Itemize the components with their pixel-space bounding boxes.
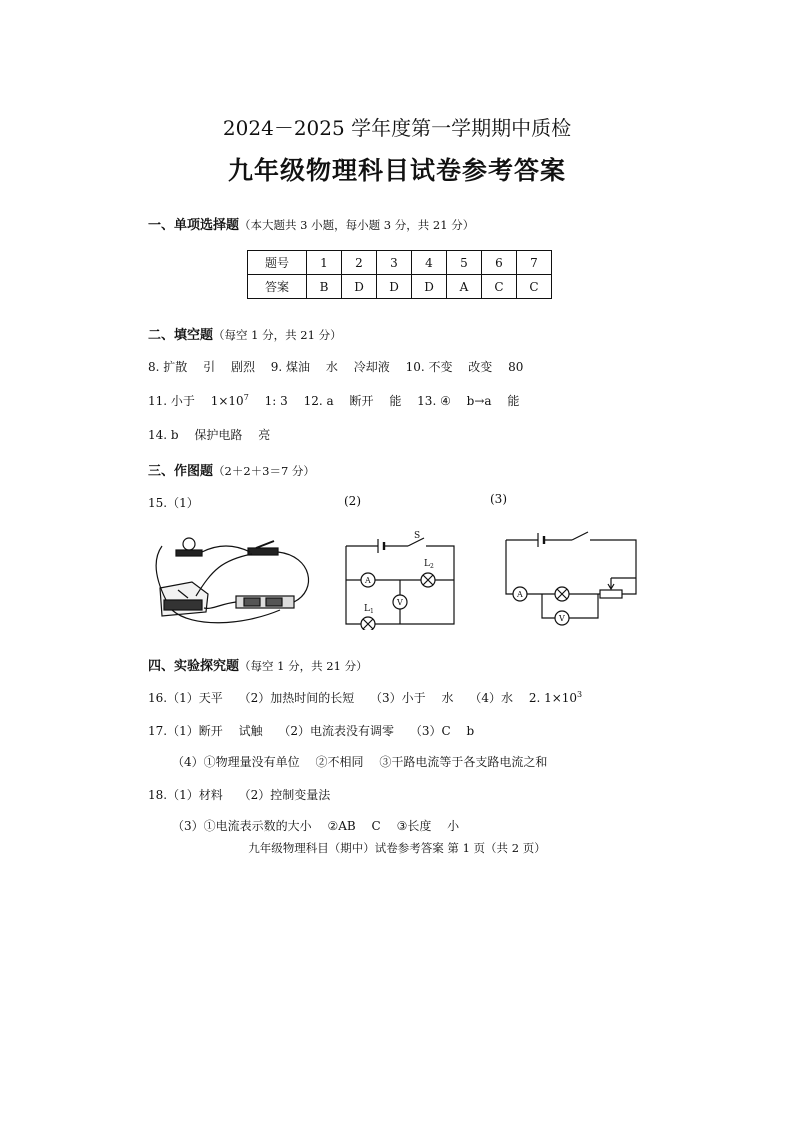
experiment-answer: C — [371, 819, 381, 833]
meter-terminals — [164, 600, 202, 610]
lamp-l1-letter: L — [364, 604, 370, 614]
section1-heading — [148, 214, 474, 233]
switch-blade — [572, 532, 588, 540]
table-row — [248, 251, 552, 275]
experiment-answer: ②不相同 — [315, 755, 364, 769]
fill-answer: 10. 不变 — [405, 360, 453, 374]
lamp-l1-label — [364, 604, 374, 615]
section1-note: （本大题共 3 小题，每小题 3 分，共 21 分） — [239, 218, 475, 232]
q18-line2 — [172, 817, 471, 834]
experiment-answer: 试触 — [238, 724, 263, 738]
experiment-answer: （4）水 — [469, 691, 513, 705]
experiment-answer: ③干路电流等于各支路电流之和 — [379, 755, 548, 769]
experiment-answer: 小 — [447, 819, 460, 833]
exam-period-title: 2024－2025 学年度第一学期期中质检 — [222, 116, 572, 140]
table-row-label: 题号 — [248, 251, 307, 275]
ammeter-label: A — [517, 590, 523, 599]
answer-cell: D — [412, 275, 447, 299]
experiment-answer: （2）控制变量法 — [238, 788, 331, 802]
sci-exponent: 3 — [577, 690, 583, 699]
wire — [196, 554, 252, 596]
sci-exponent: 7 — [243, 393, 249, 402]
experiment-answer: 18.（1）材料 — [148, 788, 223, 802]
fill-answers-line2 — [148, 392, 531, 409]
wire — [202, 546, 250, 552]
experiment-answer: ③长度 — [396, 819, 432, 833]
q18-line1 — [148, 786, 342, 803]
section2-note: （每空 1 分，共 21 分） — [213, 328, 342, 342]
q17-line1 — [148, 722, 486, 739]
circuit-diagram-2 — [338, 524, 466, 630]
battery-cell — [244, 598, 260, 606]
answer-cell: A — [447, 275, 482, 299]
table-row — [248, 275, 552, 299]
experiment-answer: （3）C — [409, 724, 451, 738]
fill-answer: 1: 3 — [264, 394, 288, 408]
experiment-answer: 17.（1）断开 — [148, 724, 223, 738]
voltmeter-label: V — [397, 598, 403, 607]
q17-line2 — [172, 753, 559, 770]
lamp-bulb-icon — [183, 538, 195, 550]
switch-label: S — [414, 531, 421, 541]
experiment-answer: （2）加热时间的长短 — [238, 691, 355, 705]
fill-answer: 13. ④ — [417, 394, 451, 408]
fill-answer: 能 — [389, 394, 402, 408]
wiring-sketch-diagram — [152, 530, 322, 630]
experiment-answer: （3）①电流表示数的大小 — [172, 819, 312, 833]
lamp-l2-subscript: 2 — [429, 563, 434, 570]
section4-heading — [148, 655, 368, 674]
wire — [204, 602, 236, 608]
q15-sub3-label: (3) — [490, 492, 507, 506]
fill-answer: 14. b — [148, 428, 179, 442]
fill-answer: 保护电路 — [194, 428, 243, 442]
section4-title: 四、实验探究题 — [148, 659, 240, 674]
experiment-answer: b — [466, 724, 475, 738]
fill-answer: 9. 煤油 — [270, 360, 311, 374]
section3-heading — [148, 460, 315, 479]
battery-cell — [266, 598, 282, 606]
answer-key-title: 九年级物理科目试卷参考答案 — [227, 156, 566, 185]
fill-answer: 80 — [508, 360, 524, 374]
ammeter-label: A — [365, 576, 371, 585]
q15-label: 15.（1） — [148, 496, 199, 510]
fill-answer: 断开 — [349, 394, 374, 408]
question-number: 4 — [412, 251, 447, 275]
experiment-answer: （4）①物理量没有单位 — [172, 755, 300, 769]
answer-cell: D — [377, 275, 412, 299]
fill-answer: 引 — [203, 360, 216, 374]
fill-answer: 8. 扩散 — [148, 360, 188, 374]
experiment-answer: （2）电流表没有调零 — [278, 724, 395, 738]
wire — [278, 552, 309, 602]
question-number: 7 — [517, 251, 552, 275]
switch-base — [248, 548, 278, 555]
experiment-answer: （3）小于 — [370, 691, 426, 705]
page-footer: 九年级物理科目（期中）试卷参考答案 第 1 页（共 2 页） — [248, 841, 546, 855]
fill-answer: 11. 小于 — [148, 394, 195, 408]
question-number: 6 — [482, 251, 517, 275]
sci-notation — [211, 394, 249, 408]
fill-answer: 水 — [325, 360, 338, 374]
sci-base: 2. 1×10 — [528, 691, 578, 705]
wire — [542, 594, 598, 618]
table-row-label: 答案 — [248, 275, 307, 299]
lamp-holder — [176, 550, 202, 556]
question-number: 1 — [307, 251, 342, 275]
meter-box-icon — [160, 582, 208, 616]
question-number: 3 — [377, 251, 412, 275]
fill-answer: 能 — [507, 394, 520, 408]
section4-note: （每空 1 分，共 21 分） — [239, 659, 368, 673]
section1-title: 一、单项选择题 — [148, 218, 240, 233]
q16-line — [148, 689, 594, 706]
wire — [506, 540, 600, 594]
lamp-l1-subscript: 1 — [369, 608, 374, 615]
answer-table — [247, 250, 552, 299]
fill-answer: b→a — [466, 394, 492, 408]
experiment-answer: 16.（1）天平 — [148, 691, 223, 705]
fill-answer: 剧烈 — [230, 360, 255, 374]
sci-base: 1×10 — [210, 394, 244, 408]
fill-answer: 12. a — [303, 394, 334, 408]
answer-cell: C — [482, 275, 517, 299]
q15-sub2-label: (2) — [344, 494, 361, 508]
rheostat-icon — [600, 590, 622, 598]
experiment-answer: ②AB — [327, 819, 356, 833]
fill-answers-line3 — [148, 426, 282, 443]
circuit-diagram-3 — [500, 528, 644, 628]
answer-cell: D — [342, 275, 377, 299]
fill-answer: 亮 — [258, 428, 271, 442]
experiment-answer: 水 — [441, 691, 454, 705]
question-number: 5 — [447, 251, 482, 275]
section3-note: （2＋2＋3＝7 分） — [213, 464, 315, 478]
lamp-l2-label — [424, 559, 434, 570]
fill-answers-line1 — [148, 358, 535, 375]
lamp-l2-letter: L — [424, 559, 430, 569]
section3-title: 三、作图题 — [148, 464, 214, 479]
fill-answer: 冷却液 — [353, 360, 390, 374]
sci-notation — [529, 691, 582, 705]
section2-title: 二、填空题 — [148, 328, 214, 343]
answer-cell: B — [307, 275, 342, 299]
section2-heading — [148, 324, 342, 343]
question-number: 2 — [342, 251, 377, 275]
answer-cell: C — [517, 275, 552, 299]
voltmeter-label: V — [559, 614, 565, 623]
fill-answer: 改变 — [468, 360, 493, 374]
switch-lever — [256, 541, 274, 548]
